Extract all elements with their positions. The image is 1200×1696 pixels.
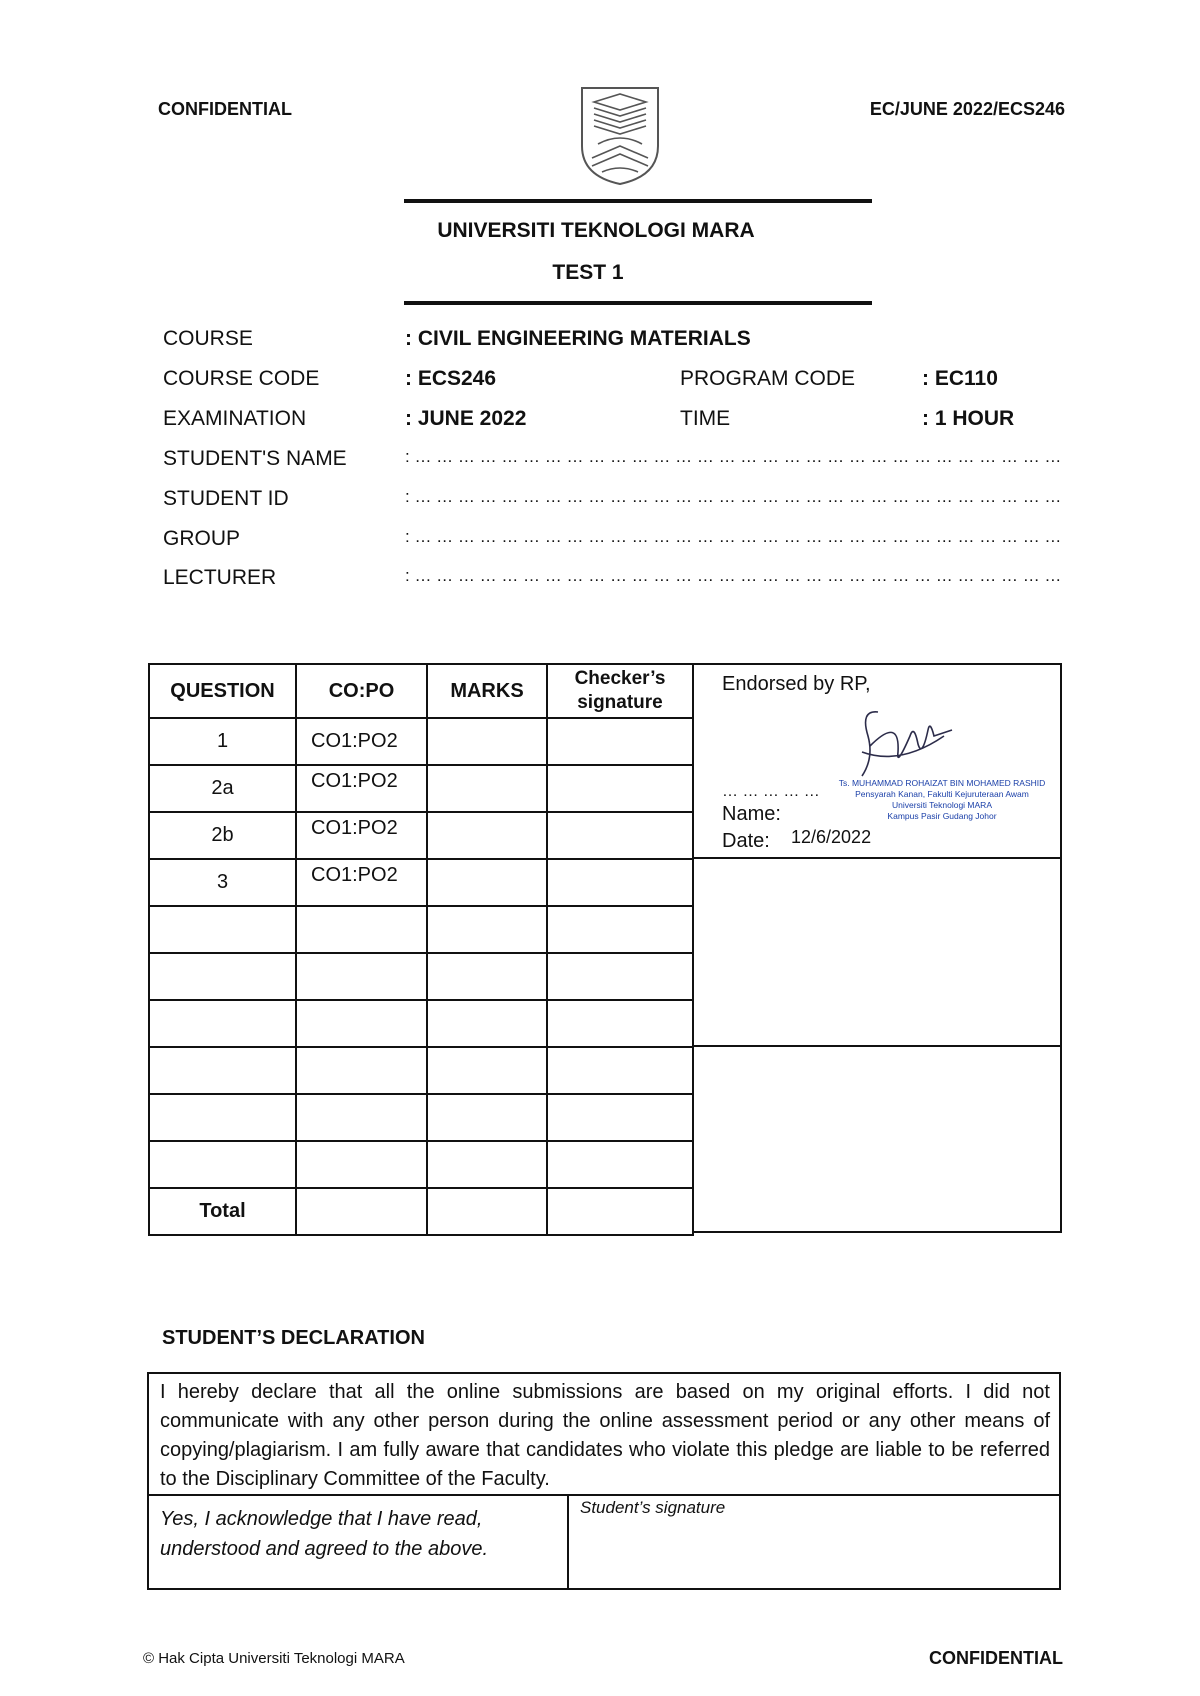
title-bottom-rule (404, 301, 872, 305)
empty-cell (427, 1000, 547, 1047)
marks-cell[interactable] (427, 859, 547, 906)
endorsement-divider (692, 857, 1062, 859)
empty-cell (296, 906, 427, 953)
marks-cell[interactable] (427, 765, 547, 812)
rp-stamp (822, 778, 1062, 822)
examination-label: EXAMINATION (163, 407, 307, 430)
header-checker-signature (547, 664, 693, 718)
table-row-empty (149, 953, 693, 1000)
declaration-acknowledgement: Yes, I acknowledge that I have read, understood and agreed to the above. (160, 1508, 489, 1560)
table-row-empty (149, 1094, 693, 1141)
declaration-text: I hereby declare that all the online submissions are based on my original efforts. I did not communicate with any other person during the online assessment period or any other means of copying/plagiarism. I am fully aware that candidates who violate this pledge are liable to be referred to the Disciplinary Committee of the Faculty. (160, 1381, 1050, 1490)
group-field[interactable]: : … … … … … … … … … … … … … … … … … … … … … … … … … … … … … … (405, 527, 1062, 546)
endorsement-divider (692, 1045, 1062, 1047)
empty-cell (296, 1000, 427, 1047)
checker-cell[interactable] (547, 859, 693, 906)
empty-cell (547, 1141, 693, 1188)
endorsed-by-label: Endorsed by RP, (722, 673, 871, 695)
course-label: COURSE (163, 327, 253, 350)
stamp-line: Ts. MUHAMMAD ROHAIZAT BIN MOHAMED RASHID (838, 778, 1046, 788)
table-row-empty (149, 1141, 693, 1188)
student-signature-label: Student’s signature (580, 1498, 726, 1517)
endorse-date-value: 12/6/2022 (791, 827, 872, 847)
total-label: Total (149, 1188, 296, 1235)
empty-cell (427, 953, 547, 1000)
footer-copyright: © Hak Cipta Universiti Teknologi MARA (143, 1650, 405, 1667)
header-copo: CO:PO (296, 664, 427, 718)
empty-cell (149, 1047, 296, 1094)
copo-cell: CO1:PO2 (296, 859, 427, 906)
table-row (149, 718, 693, 765)
marks-table (148, 663, 694, 1236)
empty-cell (547, 1047, 693, 1094)
program-code-value: : EC110 (922, 367, 998, 390)
endorse-date-label: Date: (722, 830, 770, 852)
empty-cell (296, 1094, 427, 1141)
empty-cell (427, 1141, 547, 1188)
empty-cell (149, 1000, 296, 1047)
empty-cell (149, 1094, 296, 1141)
question-cell: 2b (149, 812, 296, 859)
marks-cell[interactable] (427, 718, 547, 765)
program-code-label: PROGRAM CODE (680, 367, 856, 390)
header-confidential: CONFIDENTIAL (158, 99, 292, 119)
time-value: : 1 HOUR (922, 407, 1015, 430)
student-name-label: STUDENT'S NAME (163, 447, 347, 470)
checker-cell[interactable] (547, 765, 693, 812)
header-checker: Checker’s (574, 668, 666, 689)
table-header-row (149, 664, 693, 718)
lecturer-label: LECTURER (163, 566, 277, 589)
table-row (149, 812, 693, 859)
copo-cell: CO1:PO2 (296, 718, 427, 765)
student-id-field[interactable]: : … … … … … … … … … … … … … … … … … … … … … … … … … … … … … … (405, 487, 1062, 506)
rp-signature-icon (840, 706, 960, 786)
declaration-column-divider (567, 1494, 569, 1590)
footer-confidential: CONFIDENTIAL (929, 1648, 1063, 1668)
course-code-label: COURSE CODE (163, 367, 320, 390)
stamp-line: Universiti Teknologi MARA (892, 800, 992, 810)
course-code-value: : ECS246 (405, 367, 497, 390)
empty-cell (149, 953, 296, 1000)
student-signature-area[interactable] (572, 1522, 1056, 1586)
empty-cell (427, 1047, 547, 1094)
empty-cell (547, 1094, 693, 1141)
student-id-label: STUDENT ID (163, 487, 289, 510)
empty-cell (149, 906, 296, 953)
stamp-line: Kampus Pasir Gudang Johor (887, 811, 997, 821)
table-row-empty (149, 1047, 693, 1094)
empty-cell (427, 1094, 547, 1141)
checker-cell[interactable] (547, 718, 693, 765)
empty-cell (149, 1141, 296, 1188)
examination-value: : JUNE 2022 (405, 407, 527, 430)
group-label: GROUP (163, 527, 241, 550)
header-marks: MARKS (427, 664, 547, 718)
table-row-empty (149, 1000, 693, 1047)
test-title: TEST 1 (552, 261, 624, 284)
question-cell: 2a (149, 765, 296, 812)
student-name-field[interactable]: : … … … … … … … … … … … … … … … … … … … … … … … … … … … … … … (405, 447, 1062, 466)
empty-cell (547, 906, 693, 953)
stamp-line: Pensyarah Kanan, Fakulti Kejuruteraan Awam (855, 789, 1029, 799)
course-value: : CIVIL ENGINEERING MATERIALS (405, 327, 751, 350)
endorse-signature-dots: … … … … … (722, 783, 820, 800)
question-cell: 1 (149, 718, 296, 765)
copo-cell: CO1:PO2 (296, 812, 427, 859)
lecturer-field[interactable]: : … … … … … … … … … … … … … … … … … … … … … … … … … … … … … … (405, 566, 1062, 585)
time-label: TIME (680, 407, 731, 430)
marks-cell[interactable] (427, 812, 547, 859)
university-name: UNIVERSITI TEKNOLOGI MARA (437, 219, 755, 242)
total-copo-cell (296, 1188, 427, 1235)
question-cell: 3 (149, 859, 296, 906)
header-exam-code: EC/JUNE 2022/ECS246 (869, 99, 1065, 119)
copo-cell: CO1:PO2 (296, 765, 427, 812)
empty-cell (427, 906, 547, 953)
empty-cell (296, 1141, 427, 1188)
university-logo-icon (578, 84, 662, 188)
declaration-heading: STUDENT’S DECLARATION (162, 1327, 425, 1349)
total-checker-cell[interactable] (547, 1188, 693, 1235)
table-row-empty (149, 906, 693, 953)
checker-cell[interactable] (547, 812, 693, 859)
empty-cell (296, 1047, 427, 1094)
table-row-total (149, 1188, 693, 1235)
table-row (149, 765, 693, 812)
table-row (149, 859, 693, 906)
declaration-divider (147, 1494, 1061, 1496)
empty-cell (547, 953, 693, 1000)
header-question: QUESTION (149, 664, 296, 718)
total-marks-cell[interactable] (427, 1188, 547, 1235)
header-signature: signature (577, 692, 663, 713)
empty-cell (296, 953, 427, 1000)
title-top-rule (404, 199, 872, 203)
endorse-name-label: Name: (722, 803, 781, 825)
empty-cell (547, 1000, 693, 1047)
